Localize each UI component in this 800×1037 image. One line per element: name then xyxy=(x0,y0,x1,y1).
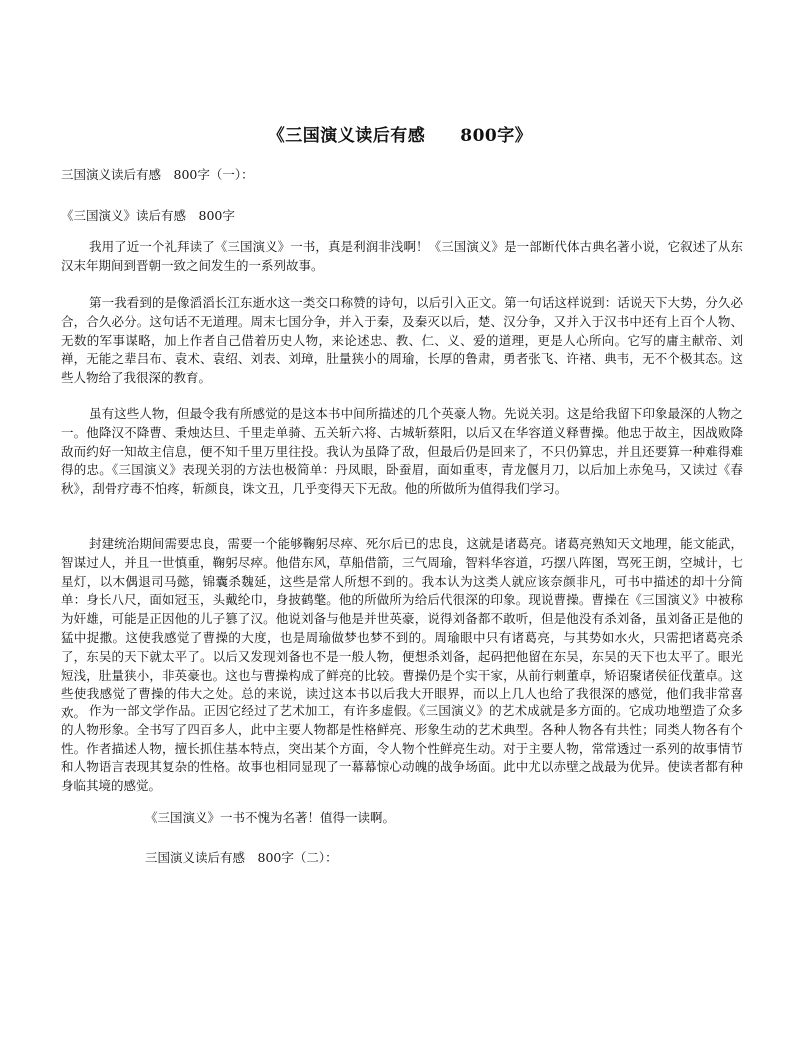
paragraph-artistic-achievement: 作为一部文学作品。正因它经过了艺术加工，有许多虚假。《三国演义》的艺术成就是多方面的。它成功地塑造了众多的人物形象。全书写了四百多人，此中主要人物都是性格鲜亮、形象生动的艺术典型。各种人物各有共性；同类人物各有个性。作者描述人物，擅长抓住基本特点，突出某个方面，令人物个性鲜亮生动。对于主要人物，常常透过一系列的故事情节和人物语言表现其复杂的性格。故事也相同显现了一幕幕惊心动魄的战争场面。此中尤以赤壁之战最为优异。使读者都有种身临其境的感觉。 xyxy=(61,703,743,794)
closing-line: 《三国演义》一书不愧为名著！值得一读啊。 xyxy=(145,810,396,825)
section-heading-one: 三国演义读后有感 800字（一）： xyxy=(61,167,254,182)
paragraph-opening-poem: 第一我看到的是像滔滔长江东逝水这一类交口称赞的诗句，以后引入正文。第一句话这样说到：话说天下大势，分久必合，合久必分。这句话不无道理。周末七国分争，并入于秦，及秦灭以后，楚、汉分争，又并入于汉书中还有上百个人物、无数的军事谋略，加上作者自己借着历史人物，来论述忠、教、仁、义、爱的道理，更是人心所向。它写的庸主献帝、刘禅，无能之辈吕布、袁术、袁绍、刘表、刘璋，肚量狭小的周瑜，长厚的鲁肃，勇者张飞、许褚、典韦，无不个极其态。这些人物给了我很深的教育。 xyxy=(61,295,743,386)
document-title: 《三国演义读后有感 800字》 xyxy=(267,126,533,146)
paragraph-intro: 我用了近一个礼拜读了《三国演义》一书，真是利润非浅啊！《三国演义》是一部断代体古典名著小说，它叙述了从东汉末年期间到晋朝一致之间发生的一系列故事。 xyxy=(61,239,743,273)
section-subheading: 《三国演义》读后有感 800字 xyxy=(61,208,235,223)
paragraph-zhuge-liang-cao-cao: 封建统治期间需要忠良，需要一个能够鞠躬尽瘁、死尔后已的忠良，这就是诸葛亮。诸葛亮熟知天文地理，能文能武，智谋过人，并且一世慎重，鞠躬尽瘁。他借东风，草船借箭，三气周瑜，智料华容道，巧摆八阵图，骂死王朗，空城计，七星灯，以木偶退司马懿，锦囊杀魏延，这些是常人所想不到的。我本认为这类人就应该奈颜非凡，可书中描述的却十分简单：身长八尺，面如冠玉，头戴纶巾，身披鹤氅。他的所做所为给后代很深的印象。现说曹操。曹操在《三国演义》中被称为奸雄，可能是正因他的儿子篡了汉。他说刘备与他是并世英豪，说得刘备都不敢听，但是他没有杀刘备，虽刘备正是他的猛中捉撒。这使我感觉了曹操的大度，也是周瑜做梦也梦不到的。周瑜眼中只有诸葛亮，与其势如水火，只需把诸葛亮杀了，东吴的天下就太平了。以后又发现刘备也不是一般人物，便想杀刘备，起码把他留在东吴，东吴的天下也太平了。眼光短浅，肚量狭小，非英豪也。这也与曹操构成了鲜亮的比较。曹操仍是个实干家，从前行刺董卓，矫诏聚诸侯征伐董卓。这些使我感觉了曹操的伟大之处。总的来说，读过这本书以后我大开眼界，而以上几人也给了我很深的感觉，他们我非常喜欢。 xyxy=(61,536,743,721)
section-heading-two: 三国演义读后有感 800字（二）： xyxy=(145,850,338,865)
paragraph-guan-yu: 虽有这些人物，但最令我有所感觉的是这本书中间所描述的几个英豪人物。先说关羽。这是给我留下印象最深的人物之一。他降汉不降曹、秉烛达旦、千里走单骑、五关斩六将、古城斩蔡阳，以后又在华容道义释曹操。他忠于故主，因战败降敌而约好一知故主信息，便不知千里万里往投。我认为虽降了敌，但最后仍是回来了，不只仍算忠，并且还要算一种难得难得的忠。《三国演义》表现关羽的方法也极简单：丹凤眼，卧蚕眉，面如重枣，青龙偃月刀，以后加上赤兔马，又读过《春秋》，刮骨疗毒不怕疼，斩颜良，诛文丑，几乎变得天下无敌。他的所做所为值得我们学习。 xyxy=(61,406,743,497)
